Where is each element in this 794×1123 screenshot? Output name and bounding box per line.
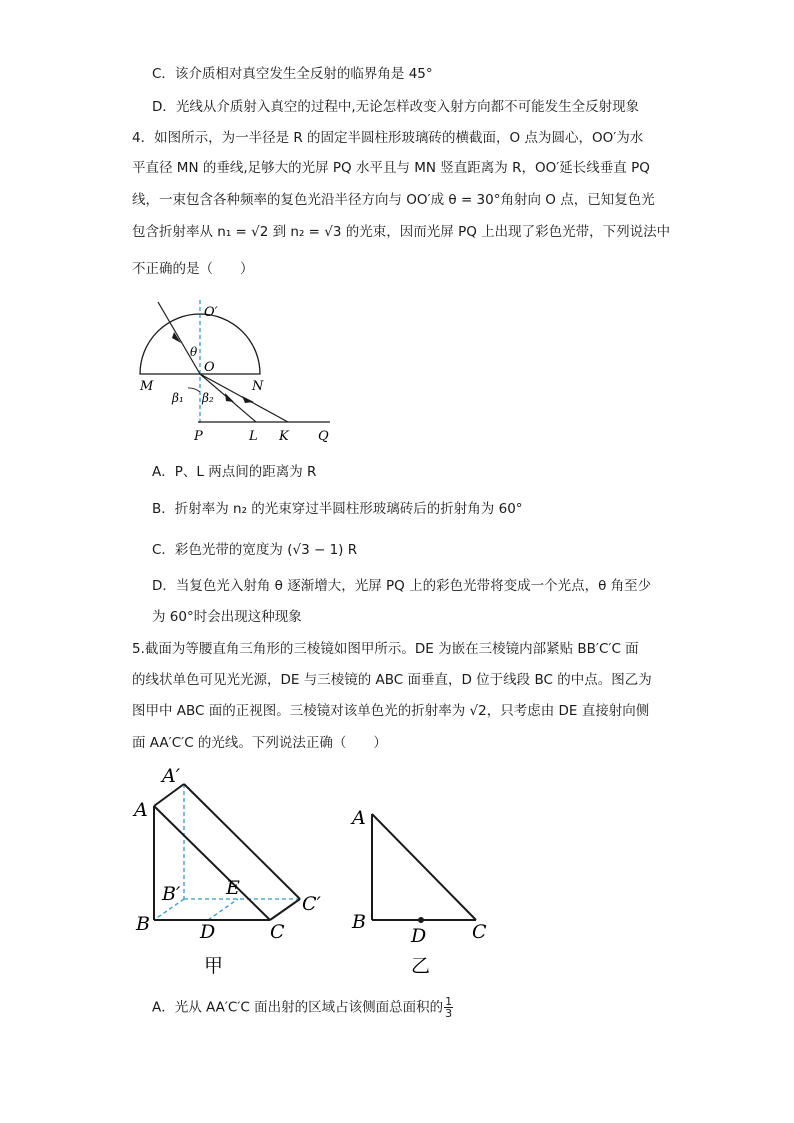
label-e: E bbox=[226, 877, 240, 899]
label-o-prime: O′ bbox=[204, 305, 218, 320]
label-b: B bbox=[352, 911, 366, 933]
label-q: Q bbox=[318, 429, 329, 444]
fraction-numerator: 1 bbox=[445, 995, 453, 1008]
q5-stem-line-3: 图甲中 ABC 面的正视图。三棱镜对该单色光的折射率为 √2，只考虑由 DE 直接射向侧 bbox=[132, 703, 650, 719]
light-source-de bbox=[208, 899, 238, 920]
label-d: D bbox=[411, 925, 427, 947]
q5-option-a bbox=[152, 996, 453, 1019]
fraction-one-third bbox=[444, 996, 453, 1019]
q4-stem-line-4: 包含折射率从 n₁ = √2 到 n₂ = √3 的光束，因而光屏 PQ 上出现了彩色光带，下列说法中 bbox=[132, 224, 671, 240]
q4-stem-line-3: 线，一束包含各种频率的复色光沿半径方向与 OO′成 θ = 30°角射向 O 点，已知复色光 bbox=[132, 192, 655, 208]
label-b: B bbox=[136, 913, 150, 935]
label-beta2: β₂ bbox=[202, 391, 214, 405]
q4-option-d-line-2: 为 60°时会出现这种现象 bbox=[152, 609, 302, 625]
caption-yi: 乙 bbox=[411, 955, 431, 977]
label-c: C bbox=[472, 921, 487, 943]
label-n: N bbox=[252, 379, 264, 394]
q3-option-c: C．该介质相对真空发生全反射的临界角是 45° bbox=[152, 66, 433, 82]
q5-stem-line-2: 的线状单色可见光光源，DE 与三棱镜的 ABC 面垂直，D 位于线段 BC 的中点。图乙为 bbox=[132, 672, 652, 688]
q5-stem-line-4: 面 AA′C′C 的光线。下列说法正确（ ） bbox=[132, 735, 387, 751]
q4-semicircle-figure bbox=[130, 298, 350, 448]
point-d bbox=[418, 917, 424, 923]
q5-triangle-figure-yi bbox=[350, 800, 500, 980]
label-a: A bbox=[134, 799, 148, 821]
q5-stem-line-1: 5.截面为等腰直角三角形的三棱镜如图甲所示。DE 为嵌在三棱镜内部紧贴 BB′C′C 面 bbox=[132, 641, 639, 657]
caption-jia: 甲 bbox=[204, 955, 224, 977]
label-theta: θ bbox=[190, 345, 198, 359]
label-o: O bbox=[204, 360, 215, 375]
label-p: P bbox=[194, 429, 203, 444]
label-a-prime: A′ bbox=[162, 765, 181, 787]
label-k: K bbox=[279, 429, 289, 444]
q4-stem-line-1: 4．如图所示，为一半径是 R 的固定半圆柱形玻璃砖的横截面，O 点为圆心，OO′为水 bbox=[132, 130, 644, 146]
label-c-prime: C′ bbox=[302, 893, 321, 915]
q5-prism-figure-jia bbox=[130, 762, 330, 982]
q4-option-d-line-1: D．当复色光入射角 θ 逐渐增大，光屏 PQ 上的彩色光带将变成一个光点，θ 角至少 bbox=[152, 578, 652, 594]
label-a: A bbox=[352, 807, 366, 829]
label-d: D bbox=[200, 921, 216, 943]
incident-ray bbox=[158, 302, 200, 374]
label-l: L bbox=[249, 429, 258, 444]
q5-option-a-text: A．光从 AA′C′C 面出射的区域占该侧面总面积的 bbox=[152, 999, 444, 1016]
label-b-prime: B′ bbox=[162, 883, 181, 905]
label-beta1: β₁ bbox=[172, 391, 184, 405]
q4-stem-line-5: 不正确的是（ ） bbox=[132, 261, 254, 277]
q4-option-b: B．折射率为 n₂ 的光束穿过半圆柱形玻璃砖后的折射角为 60° bbox=[152, 501, 523, 517]
label-m: M bbox=[140, 379, 154, 394]
q4-stem-line-2: 平直径 MN 的垂线,足够大的光屏 PQ 水平且与 MN 竖直距离为 R，OO′延长线垂直 PQ bbox=[132, 160, 650, 176]
q4-option-c: C．彩色光带的宽度为 (√3 − 1) R bbox=[152, 542, 358, 558]
q3-option-d: D．光线从介质射入真空的过程中,无论怎样改变入射方向都不可能发生全反射现象 bbox=[152, 99, 640, 115]
q4-option-a: A．P、L 两点间的距离为 R bbox=[152, 464, 317, 480]
fraction-denominator: 3 bbox=[445, 1007, 453, 1020]
label-c: C bbox=[270, 921, 285, 943]
